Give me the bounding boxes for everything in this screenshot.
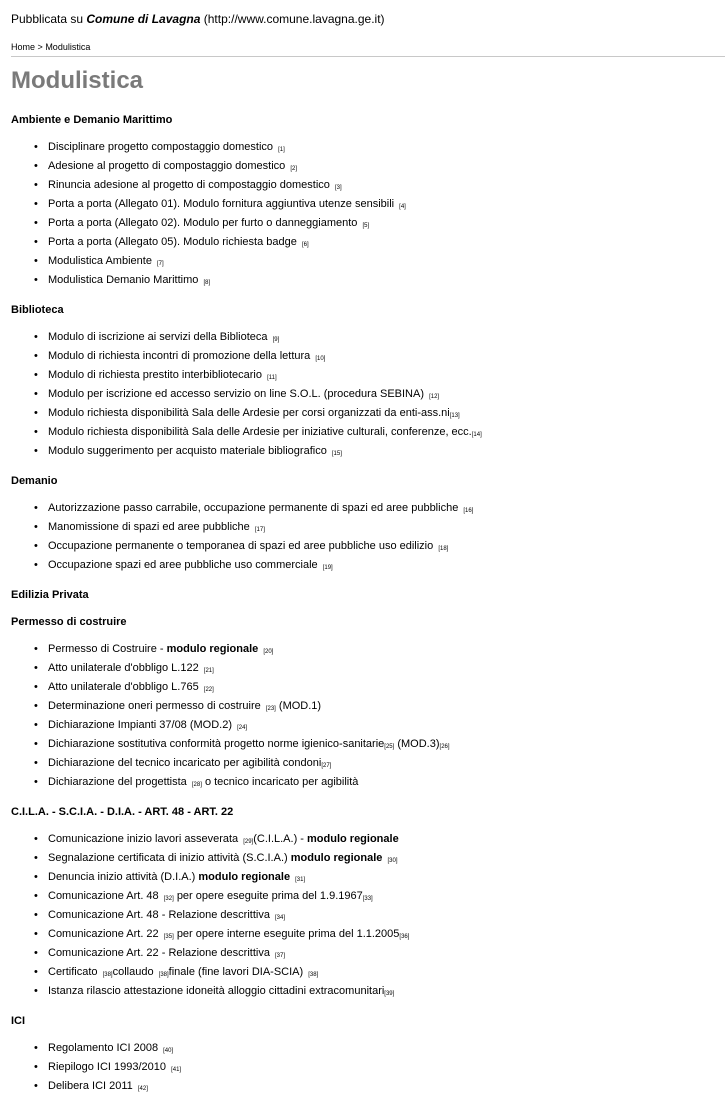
item-text[interactable]: Modulistica Demanio Marittimo xyxy=(48,274,199,286)
item-text[interactable]: Manomissione di spazi ed aree pubbliche xyxy=(48,521,250,533)
site-name: Comune di Lavagna xyxy=(86,12,201,26)
footnote-ref[interactable]: [40] xyxy=(163,1048,174,1054)
footnote-ref[interactable]: [18] xyxy=(438,546,449,552)
footnote-ref[interactable]: [22] xyxy=(203,687,214,693)
footnote-ref[interactable]: [26] xyxy=(439,744,450,750)
list-ici xyxy=(11,1040,714,1097)
section-heading-ici: ICI xyxy=(11,1015,26,1027)
list-item[interactable] xyxy=(48,736,714,755)
list-cila xyxy=(11,831,714,1002)
list-item[interactable] xyxy=(48,888,714,907)
footnote-ref[interactable]: [5] xyxy=(362,223,370,229)
footnote-ref[interactable]: [10] xyxy=(315,356,326,362)
list-item[interactable] xyxy=(48,538,714,557)
footnote-ref[interactable]: [27] xyxy=(321,763,332,769)
footnote-ref[interactable]: [8] xyxy=(203,280,211,286)
list-item[interactable] xyxy=(48,660,714,679)
list-item[interactable] xyxy=(48,983,714,1002)
list-item[interactable] xyxy=(48,234,714,253)
list-item[interactable] xyxy=(48,348,714,367)
item-suffix: o tecnico incaricato per agibilità xyxy=(204,776,359,788)
footnote-ref[interactable]: [7] xyxy=(157,261,164,267)
item-text[interactable]: Autorizzazione passo carrabile, occupazione permanente di spazi ed aree pubbliche xyxy=(48,502,459,514)
item-text[interactable]: Comunicazione Art. 22 - Relazione descrittiva xyxy=(48,947,270,959)
item-bold[interactable]: modulo regionale xyxy=(307,833,399,845)
list-item[interactable] xyxy=(48,177,714,196)
item-text[interactable]: Modulistica Ambiente xyxy=(48,255,152,267)
breadcrumb-separator: > xyxy=(37,42,43,52)
item-middle[interactable]: (MOD.3) xyxy=(397,738,440,750)
section-heading-edilizia: Edilizia Privata xyxy=(11,589,89,601)
item-text[interactable]: Permesso di Costruire - xyxy=(48,643,167,655)
footnote-ref[interactable]: [29] xyxy=(243,839,254,845)
footnote-ref[interactable]: [19] xyxy=(322,565,333,571)
list-item[interactable] xyxy=(48,253,714,272)
item-text[interactable]: Comunicazione Art. 48 xyxy=(48,890,159,902)
list-item[interactable] xyxy=(48,424,714,443)
item-text[interactable]: Modulo richiesta disponibilità Sala delle Ardesie per corsi organizzati da enti-ass.ni xyxy=(48,407,450,419)
footnote-ref[interactable]: [30] xyxy=(387,858,398,864)
item-text[interactable]: Modulo di richiesta prestito interbibliotecario xyxy=(48,369,262,381)
footnote-ref[interactable]: [36] xyxy=(399,934,410,940)
section-heading-demanio: Demanio xyxy=(11,475,58,487)
item-text[interactable]: Occupazione spazi ed aree pubbliche uso commerciale xyxy=(48,559,318,571)
footnote-ref[interactable]: [41] xyxy=(171,1067,182,1073)
item-text[interactable]: Modulo di iscrizione ai servizi della Biblioteca xyxy=(48,331,268,343)
list-item[interactable] xyxy=(48,443,714,462)
item-text[interactable]: Regolamento ICI 2008 xyxy=(48,1042,159,1054)
page-title: Modulistica xyxy=(11,67,144,94)
breadcrumb-current: Modulistica xyxy=(45,42,91,52)
item-text[interactable]: Adesione al progetto di compostaggio domestico xyxy=(48,160,286,172)
item-text[interactable]: Segnalazione certificata di inizio attività (S.C.I.A.) xyxy=(48,852,291,864)
footnote-ref[interactable]: [14] xyxy=(471,432,482,438)
footnote-ref[interactable]: [32] xyxy=(163,896,174,902)
item-text[interactable]: Rinuncia adesione al progetto di compostaggio domestico xyxy=(48,179,330,191)
list-item[interactable] xyxy=(48,272,714,291)
item-text[interactable]: Modulo per iscrizione ed accesso servizio on line S.O.L. (procedura SEBINA) xyxy=(48,388,425,400)
section-heading-cila: C.I.L.A. - S.C.I.A. - D.I.A. - ART. 48 - ART. 22 xyxy=(11,806,234,818)
list-item[interactable] xyxy=(48,329,714,348)
footnote-ref[interactable]: [23] xyxy=(265,706,276,712)
footnote-ref[interactable]: [17] xyxy=(254,527,265,533)
list-item[interactable] xyxy=(48,698,714,717)
list-item[interactable] xyxy=(48,850,714,869)
list-item[interactable] xyxy=(48,386,714,405)
list-ambiente xyxy=(11,139,714,291)
footnote-ref[interactable]: [38] xyxy=(308,972,319,978)
list-item[interactable] xyxy=(48,158,714,177)
footnote-ref[interactable]: [13] xyxy=(449,413,460,419)
list-item[interactable] xyxy=(48,215,714,234)
item-suffix: (MOD.1) xyxy=(278,700,322,712)
list-item[interactable] xyxy=(48,557,714,576)
footnote-ref[interactable]: [38] xyxy=(102,972,113,978)
section-heading-ambiente: Ambiente e Demanio Marittimo xyxy=(11,114,173,126)
list-item[interactable] xyxy=(48,831,714,850)
footnote-ref[interactable]: [25] xyxy=(384,744,395,750)
section-heading-biblioteca: Biblioteca xyxy=(11,304,64,316)
list-biblioteca xyxy=(11,329,714,462)
list-item[interactable] xyxy=(48,500,714,519)
item-middle[interactable]: (C.I.L.A.) - xyxy=(253,833,308,845)
list-item[interactable] xyxy=(48,1040,714,1059)
item-bold[interactable]: modulo regionale xyxy=(290,852,383,864)
list-item[interactable] xyxy=(48,367,714,386)
list-item[interactable] xyxy=(48,964,714,983)
item-text[interactable]: Porta a porta (Allegato 05). Modulo richiesta badge xyxy=(48,236,297,248)
list-item[interactable] xyxy=(48,519,714,538)
footnote-ref[interactable]: [3] xyxy=(334,185,342,191)
item-text[interactable]: Modulo suggerimento per acquisto materiale bibliografico xyxy=(48,445,327,457)
item-text[interactable]: Modulo di richiesta incontri di promozione della lettura xyxy=(48,350,311,362)
footnote-ref[interactable]: [35] xyxy=(163,934,174,940)
item-text[interactable]: Atto unilaterale d'obbligo L.765 xyxy=(48,681,199,693)
list-item[interactable] xyxy=(48,1059,714,1078)
footnote-ref[interactable]: [9] xyxy=(272,337,280,343)
item-text[interactable]: Dichiarazione del progettista xyxy=(48,776,187,788)
item-text[interactable]: Disciplinare progetto compostaggio domestico xyxy=(48,141,274,153)
header-divider xyxy=(11,56,725,57)
item-text[interactable]: Comunicazione Art. 22 xyxy=(48,928,159,940)
list-item[interactable] xyxy=(48,907,714,926)
footnote-ref[interactable]: [11] xyxy=(267,375,277,381)
item-text[interactable]: Comunicazione inizio lavori asseverata xyxy=(48,833,239,845)
item-bold[interactable]: modulo regionale xyxy=(166,643,259,655)
footnote-ref[interactable]: [34] xyxy=(275,915,286,921)
footnote-ref[interactable]: [21] xyxy=(203,668,214,674)
footnote-ref[interactable]: [6] xyxy=(301,242,309,248)
footnote-ref[interactable]: [42] xyxy=(137,1086,148,1092)
item-text[interactable]: Determinazione oneri permesso di costruire xyxy=(48,700,261,712)
item-text[interactable]: Dichiarazione sostitutiva conformità progetto norme igienico-sanitarie xyxy=(48,738,385,750)
list-item[interactable] xyxy=(48,641,714,660)
footnote-ref[interactable]: [31] xyxy=(295,877,306,883)
item-text[interactable]: Occupazione permanente o temporanea di spazi ed aree pubbliche uso edilizio xyxy=(48,540,434,552)
section-heading-permesso: Permesso di costruire xyxy=(11,616,127,628)
list-item[interactable] xyxy=(48,774,714,793)
item-middle[interactable]: finale (fine lavori DIA-SCIA) xyxy=(168,966,304,978)
item-middle[interactable]: per opere interne eseguite prima del 1.1.2005 xyxy=(176,928,400,940)
list-item[interactable] xyxy=(48,869,714,888)
item-middle[interactable]: collaudo xyxy=(112,966,154,978)
footnote-ref[interactable]: [12] xyxy=(429,394,440,400)
breadcrumb-home-link[interactable]: Home xyxy=(11,42,36,52)
item-text[interactable]: Istanza rilascio attestazione idoneità alloggio cittadini extracomunitari xyxy=(48,985,385,997)
item-text[interactable]: Modulo richiesta disponibilità Sala delle Ardesie per iniziative culturali, conferenze, ecc. xyxy=(48,426,472,438)
footnote-ref[interactable]: [39] xyxy=(384,991,395,997)
item-text[interactable]: Dichiarazione del tecnico incaricato per agibilità condoni xyxy=(48,757,322,769)
list-demanio xyxy=(11,500,714,576)
breadcrumb xyxy=(11,42,714,52)
list-item[interactable] xyxy=(48,1078,714,1097)
item-text[interactable]: Denuncia inizio attività (D.I.A.) xyxy=(48,871,199,883)
footnote-ref[interactable]: [2] xyxy=(290,166,297,172)
list-item[interactable] xyxy=(48,405,714,424)
published-prefix: Pubblicata su xyxy=(11,12,84,26)
published-on-line xyxy=(11,11,714,27)
footnote-ref[interactable]: [4] xyxy=(399,204,406,210)
footnote-ref[interactable]: [33] xyxy=(362,896,373,902)
list-item[interactable] xyxy=(48,755,714,774)
list-item[interactable] xyxy=(48,679,714,698)
footnote-ref[interactable]: [20] xyxy=(263,649,274,655)
item-text[interactable]: Riepilogo ICI 1993/2010 xyxy=(48,1061,167,1073)
footnote-ref[interactable]: [16] xyxy=(463,508,474,514)
footnote-ref[interactable]: [37] xyxy=(275,953,286,959)
item-bold[interactable]: modulo regionale xyxy=(198,871,291,883)
item-middle[interactable]: per opere eseguite prima del 1.9.1967 xyxy=(176,890,363,902)
list-item[interactable] xyxy=(48,926,714,945)
item-text[interactable]: Dichiarazione Impianti 37/08 (MOD.2) xyxy=(48,719,233,731)
list-item[interactable] xyxy=(48,139,714,158)
item-text[interactable]: Porta a porta (Allegato 01). Modulo fornitura aggiuntiva utenze sensibili xyxy=(48,198,395,210)
footnote-ref[interactable]: [28] xyxy=(191,782,202,788)
list-item[interactable] xyxy=(48,945,714,964)
item-text[interactable]: Delibera ICI 2011 xyxy=(48,1080,133,1092)
item-text[interactable]: Porta a porta (Allegato 02). Modulo per furto o danneggiamento xyxy=(48,217,358,229)
list-item[interactable] xyxy=(48,196,714,215)
footnote-ref[interactable]: [24] xyxy=(237,725,248,731)
item-text[interactable]: Atto unilaterale d'obbligo L.122 xyxy=(48,662,199,674)
site-url: (http://www.comune.lavagna.ge.it) xyxy=(203,12,385,26)
list-item[interactable] xyxy=(48,717,714,736)
item-text[interactable]: Certificato xyxy=(48,966,98,978)
item-text[interactable]: Comunicazione Art. 48 - Relazione descrittiva xyxy=(48,909,270,921)
footnote-ref[interactable]: [38] xyxy=(158,972,169,978)
footnote-ref[interactable]: [1] xyxy=(278,147,285,153)
footnote-ref[interactable]: [15] xyxy=(331,451,342,457)
list-permesso xyxy=(11,641,714,793)
